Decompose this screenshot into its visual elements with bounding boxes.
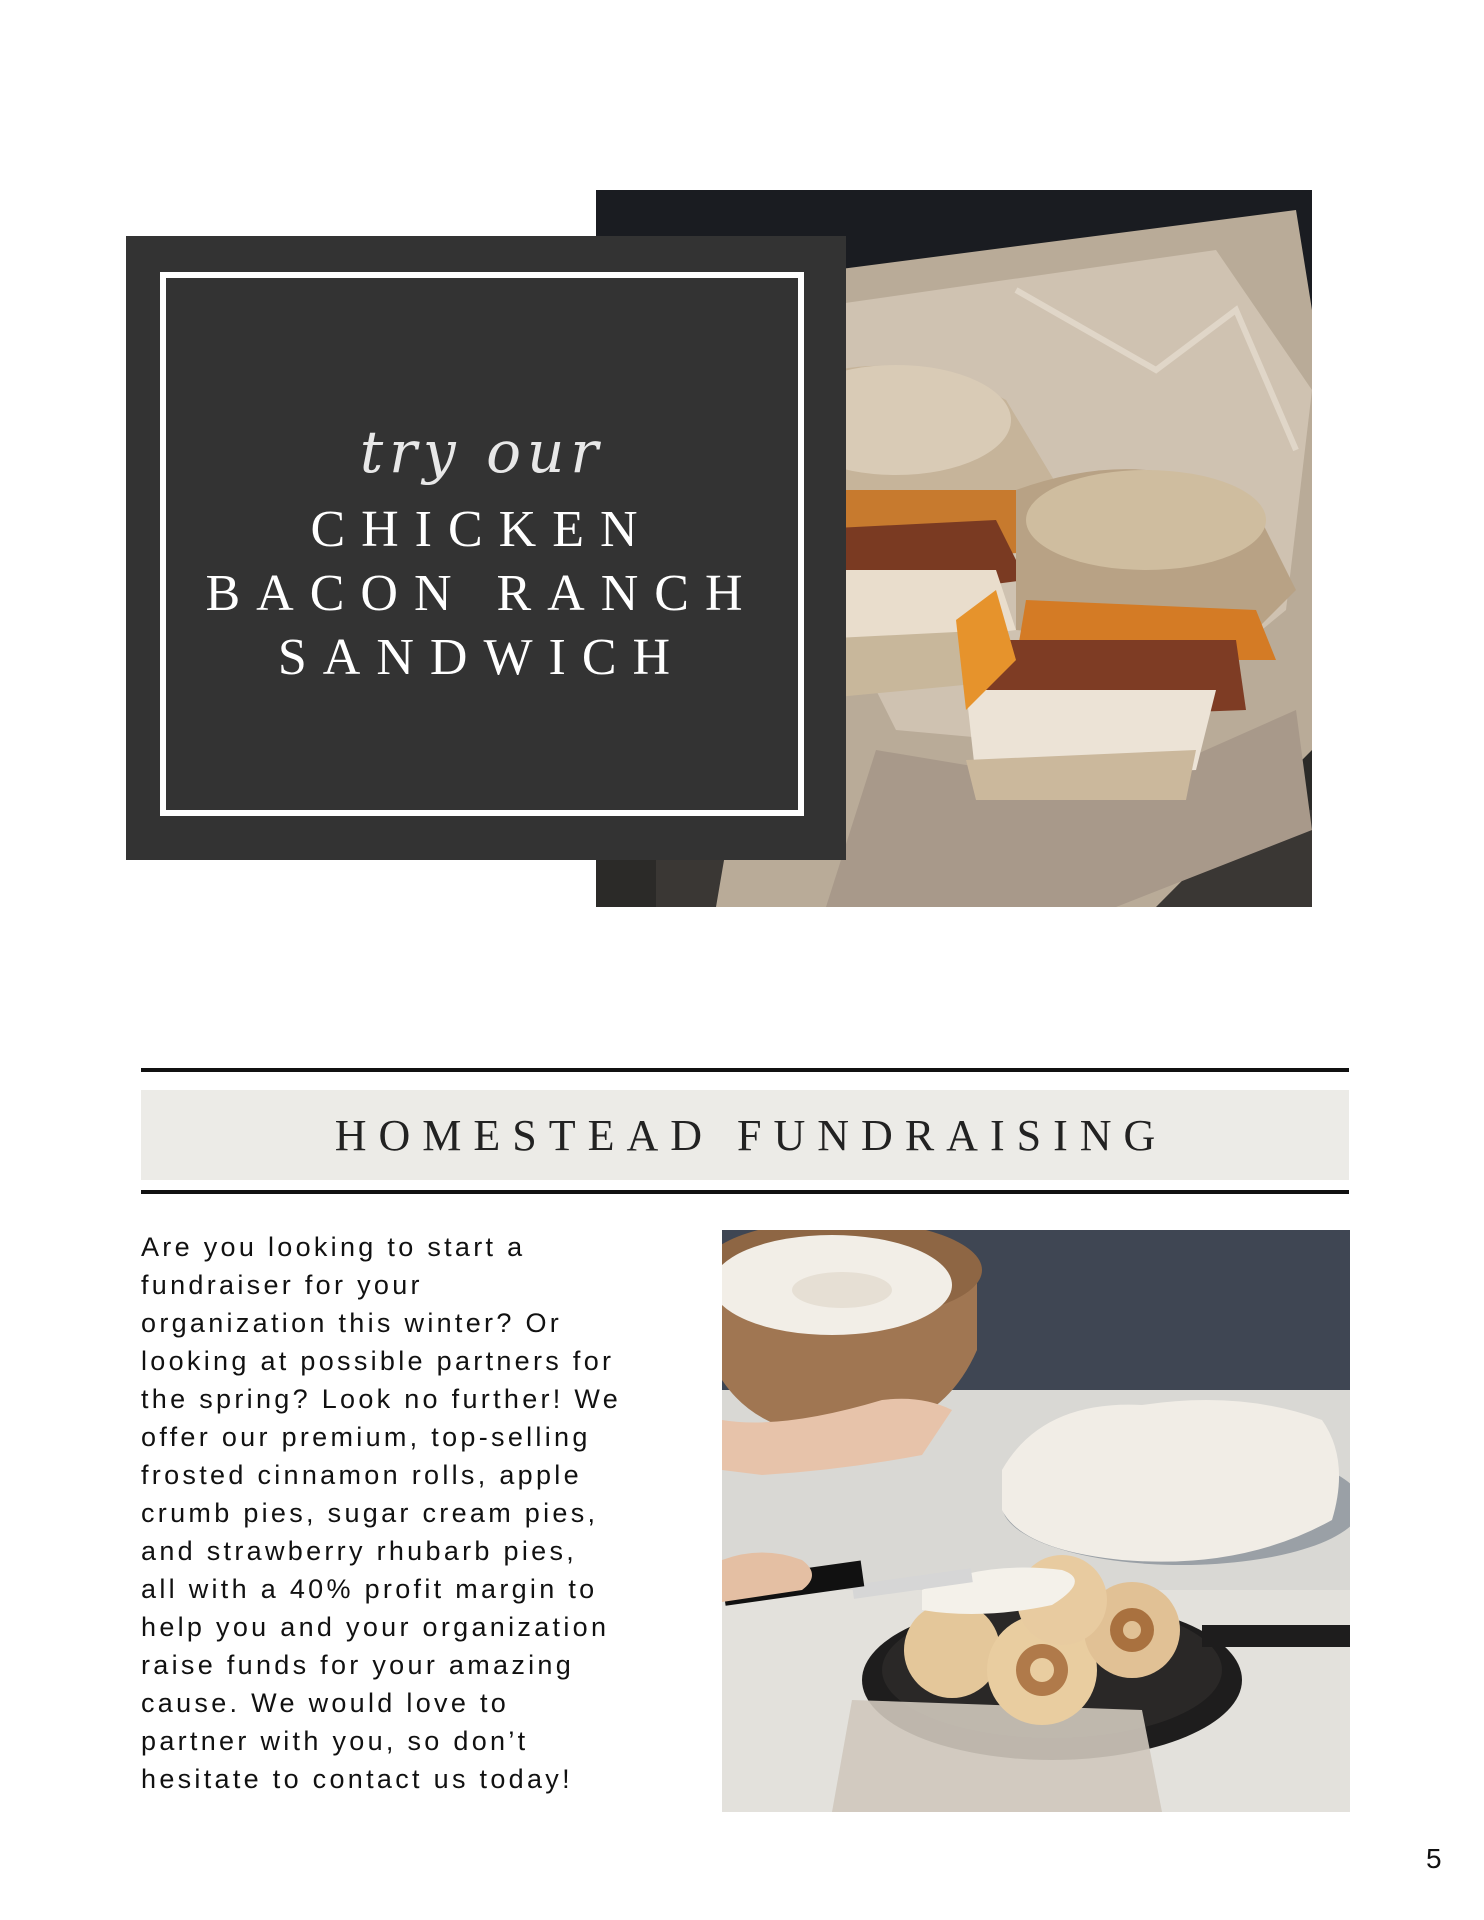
feature-card <box>126 236 846 860</box>
body-line: looking at possible partners for <box>141 1346 615 1376</box>
cinnamon-rolls-photo <box>722 1230 1350 1812</box>
divider-top <box>141 1068 1349 1072</box>
dish-title-line: CHICKEN <box>310 501 654 558</box>
body-line: and strawberry rhubarb pies, <box>141 1536 578 1566</box>
body-line: partner with you, so don’t <box>141 1726 529 1756</box>
dish-title-line: SANDWICH <box>277 629 687 686</box>
body-line: fundraiser for your <box>141 1270 423 1300</box>
body-line: hesitate to contact us today! <box>141 1764 573 1794</box>
body-line: all with a 40% profit margin to <box>141 1574 598 1604</box>
body-line: cause. We would love to <box>141 1688 510 1718</box>
body-line: crumb pies, sugar cream pies, <box>141 1498 599 1528</box>
body-line: help you and your organization <box>141 1612 610 1642</box>
body-line: raise funds for your amazing <box>141 1650 575 1680</box>
feature-frame <box>160 272 804 816</box>
body-paragraph <box>141 1228 701 1798</box>
dish-title <box>166 498 798 690</box>
body-line: Are you looking to start a <box>141 1232 526 1262</box>
divider-bottom <box>141 1190 1349 1194</box>
section-banner <box>141 1090 1349 1180</box>
script-tagline: try our <box>359 418 605 486</box>
body-line: organization this winter? Or <box>141 1308 563 1338</box>
body-line: offer our premium, top-selling <box>141 1422 591 1452</box>
body-line: frosted cinnamon rolls, apple <box>141 1460 582 1490</box>
dish-title-line: BACON RANCH <box>205 565 759 622</box>
body-line: the spring? Look no further! We <box>141 1384 622 1414</box>
cinnamon-rolls-illustration <box>722 1230 1350 1812</box>
page-number: 5 <box>1426 1843 1442 1874</box>
section-title: HOMESTEAD FUNDRAISING <box>334 1110 1168 1160</box>
